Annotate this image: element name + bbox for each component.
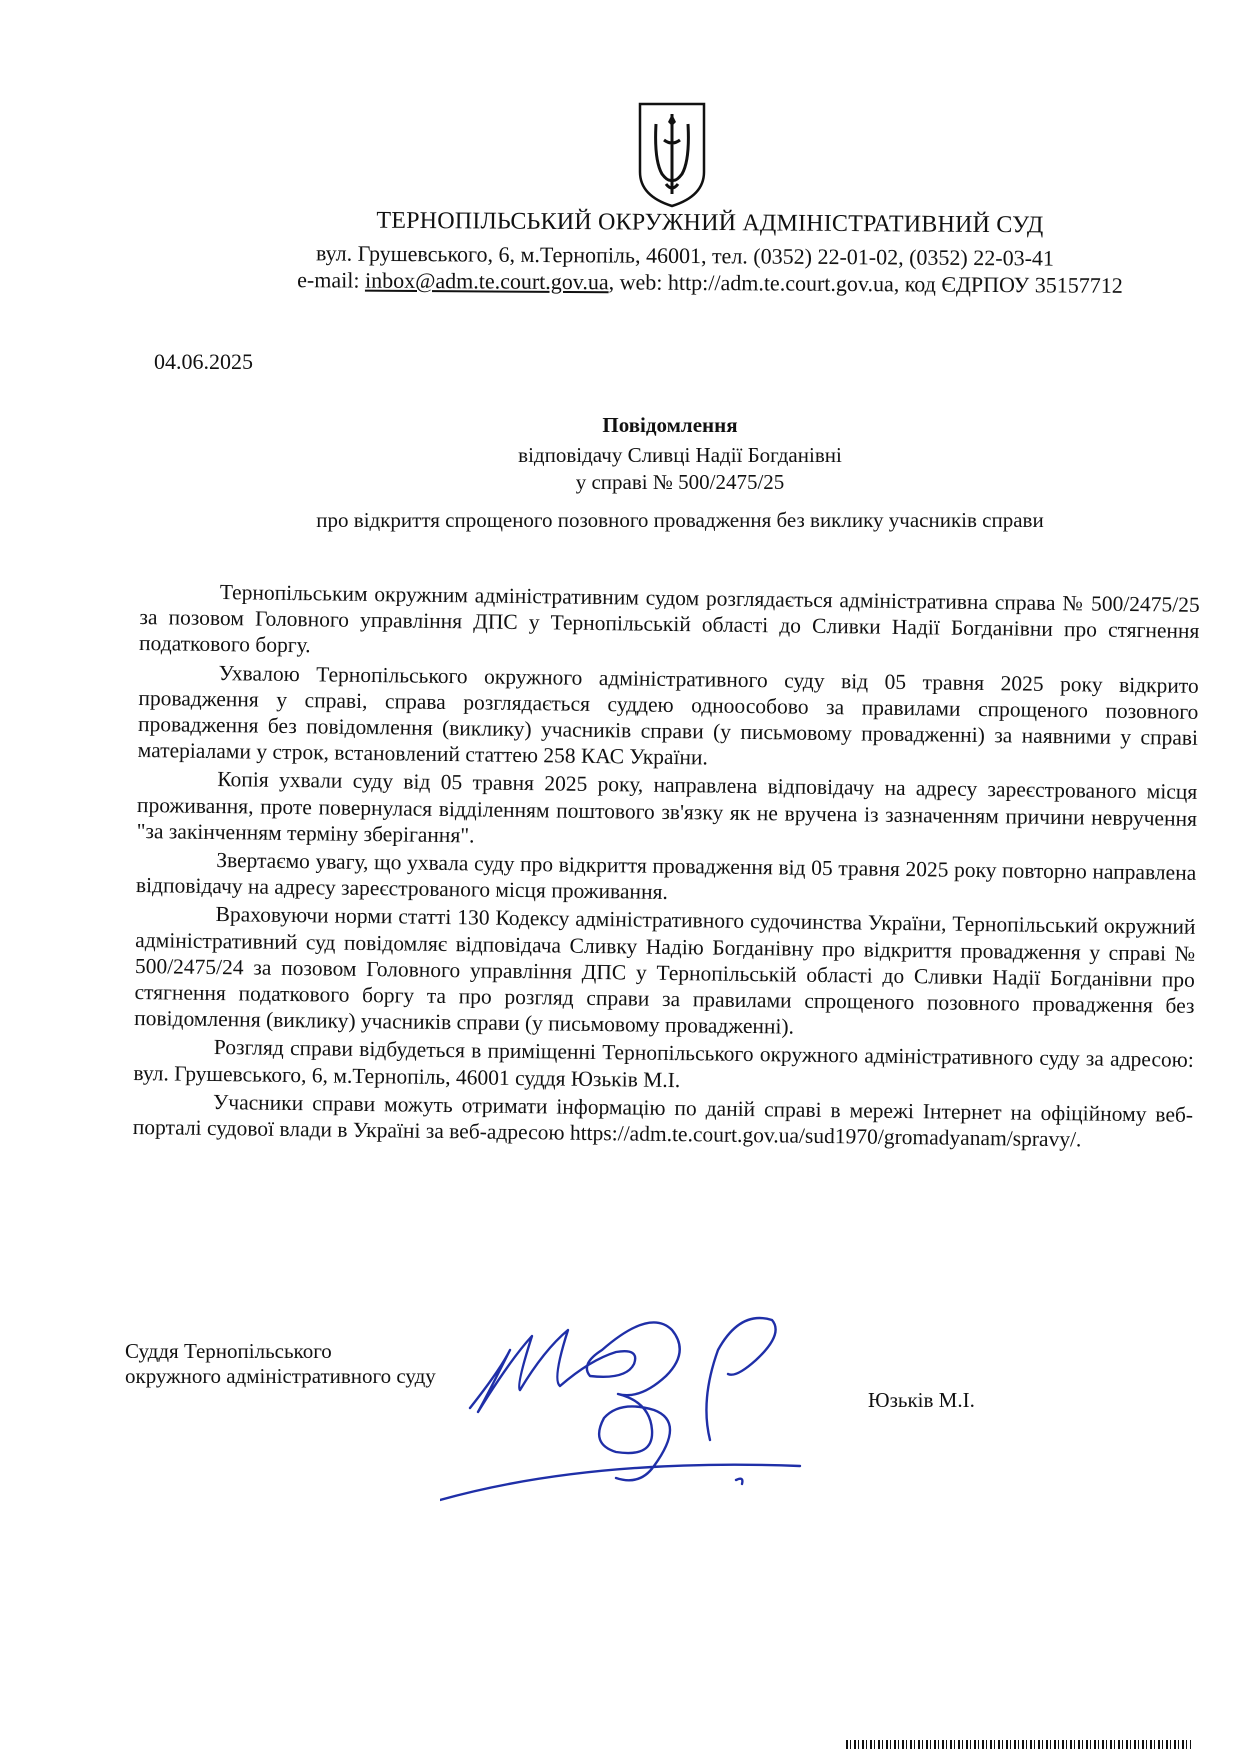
body-paragraph: Тернопільським окружним адміністративним судом розглядається адміністративна справа № 500/2475/25 за позовом Головного управління ДПС у Тернопільській області до Сливки Надії Богданівни про стягнення податкового боргу. bbox=[138, 580, 1200, 658]
signer-name: Юзьків М.І. bbox=[868, 1388, 975, 1412]
court-web-and-code: , web: http://adm.te.court.gov.ua, код ЄДРПОУ 35157712 bbox=[608, 269, 1123, 298]
signer-position bbox=[125, 1339, 436, 1389]
body-paragraph: Учасники справи можуть отримати інформацію по даній справі в мережі Інтернет на офіційному веб-порталі судової влади в Україні за веб-адресою https://adm.te.court.gov.ua/sud1970/gromadyanam/spravy/. bbox=[132, 1089, 1194, 1152]
notice-case-number: у справі № 500/2475/25 bbox=[575, 470, 785, 494]
email-label: e-mail: bbox=[297, 267, 366, 293]
notice-subject: про відкриття спрощеного позовного провадження без виклику учасників справи bbox=[316, 508, 1044, 532]
document-date: 04.06.2025 bbox=[154, 349, 253, 374]
body-paragraph: Звертаємо увагу, що ухвала суду про відкриття провадження від 05 травня 2025 року повторно направлена відповідачу на адресу зареєстрованого місця проживання. bbox=[135, 848, 1197, 905]
signer-position-line: Суддя Тернопільського bbox=[125, 1339, 332, 1363]
body-paragraph: Копія ухвали суду від 05 травня 2025 року, направлена відповідачу на адресу зареєстрованого місця проживання, проте повернулася відділенням поштового зв'язку як не вручена із зазначенням причини невручення "за закінченням терміну зберігання". bbox=[136, 767, 1198, 848]
court-name: ТЕРНОПІЛЬСЬКИЙ ОКРУЖНИЙ АДМІНІСТРАТИВНИЙ СУД bbox=[376, 207, 1044, 239]
barcode-icon bbox=[846, 1740, 1191, 1749]
notice-body bbox=[133, 578, 1200, 1154]
trident-coat-of-arms-icon bbox=[636, 100, 708, 210]
body-paragraph: Ухвалою Тернопільського окружного адміністративного суду від 05 травня 2025 року відкрито провадження у справі, справа розглядається суддею одноособово за правилами спрощеного позовного провадження без повідомлення (виклику) учасників справи (у письмовому провадженні) за наявними у справі матеріалами у строк, встановлений статтею 258 КАС України. bbox=[137, 660, 1199, 770]
body-paragraph: Враховуючи норми статті 130 Кодексу адміністративного судочинства України, Тернопільський окружний адміністративний суд повідомляє відповідача Сливку Надію Богданівну про відкриття провадження у справі № 500/2475/24 за позовом Головного управління ДПС у Тернопільській області до Сливки Надії Богданівни про стягнення податкового боргу та про розгляд справи за правилами спрощеного позовного провадження без повідомлення (виклику) учасників справи (у письмовому провадженні). bbox=[134, 902, 1196, 1039]
body-paragraph: Розгляд справи відбудеться в приміщенні Тернопільського окружного адміністративного суду за адресою: вул. Грушевського, 6, м.Тернопіль, 46001 суддя Юзьків М.І. bbox=[133, 1035, 1194, 1092]
handwritten-signature bbox=[440, 1290, 860, 1510]
notice-title: Повідомлення bbox=[602, 413, 738, 437]
court-email-link[interactable]: inbox@adm.te.court.gov.ua bbox=[364, 267, 609, 295]
court-contacts bbox=[230, 267, 1190, 300]
signer-position-line: окружного адміністративного суду bbox=[125, 1364, 436, 1388]
notice-recipient: відповідачу Сливці Надії Богданівні bbox=[518, 443, 842, 467]
court-address: вул. Грушевського, 6, м.Тернопіль, 46001, тел. (0352) 22-01-02, (0352) 22-03-41 bbox=[315, 240, 1055, 271]
